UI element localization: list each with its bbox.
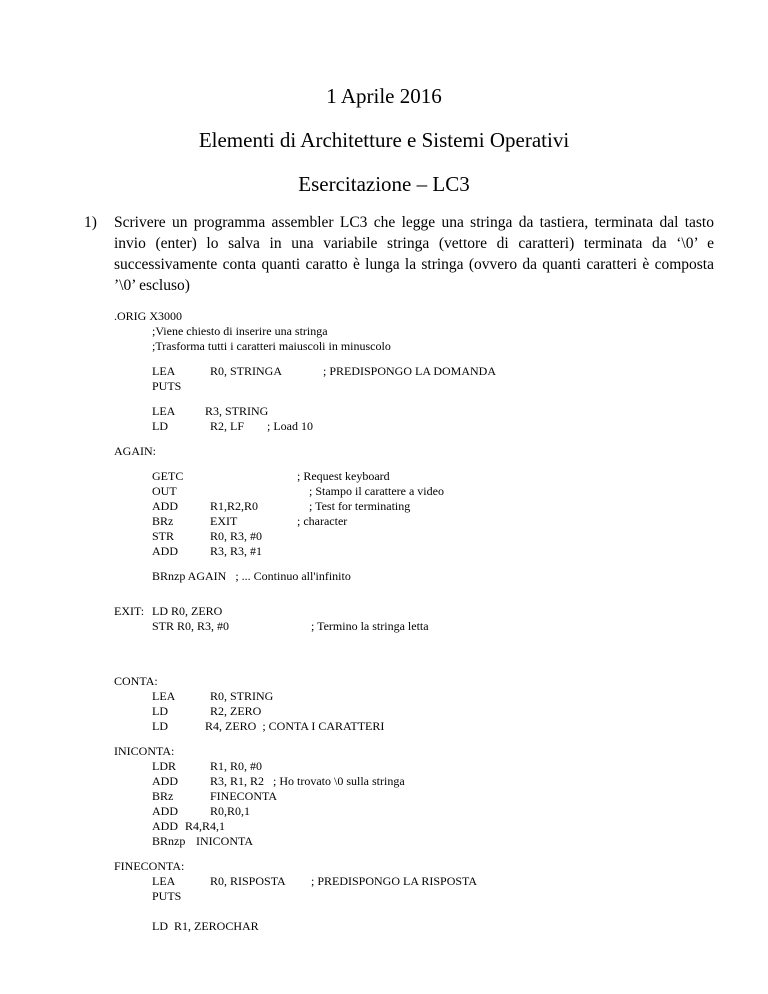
code-comment: ; PREDISPONGO LA DOMANDA [323, 364, 497, 378]
exercise-text: Scrivere un programma assembler LC3 che legge una stringa da tastiera, terminata dal tasto invio (enter) lo salva in una variabile stringa (vettore di caratteri) terminata da ‘\0’ e successivamente conta quanti caratto è lunga la stringa (ovvero da quanti caratteri è composta ’\0’ escluso) [114, 214, 714, 294]
exercise-topic: Esercitazione – LC3 [298, 172, 470, 196]
code-args: R3, R3, #1 [210, 544, 263, 558]
code-op: ADD [152, 804, 178, 818]
code-comment: ; Stampo il carattere a video [309, 484, 444, 498]
code-args: R4, ZERO ; CONTA I CARATTERI [205, 719, 385, 733]
code-op: ADD [152, 819, 178, 833]
code-args: R3, STRING [205, 404, 269, 418]
code-op: STR [152, 529, 175, 543]
code-op: LEA [152, 404, 176, 418]
code-op: ADD [152, 499, 178, 513]
code-comment: ; Termino la stringa letta [311, 619, 429, 633]
code-args: EXIT [210, 514, 238, 528]
code-op: ADD [152, 544, 178, 558]
code-line: LD R1, ZEROCHAR [152, 919, 259, 933]
code-args: R0, STRING [210, 689, 274, 703]
code-op: OUT [152, 484, 177, 498]
code-comment: ;Viene chiesto di inserire una stringa [152, 324, 328, 338]
code-args: R0, STRINGA [210, 364, 283, 378]
code-label-fineconta: FINECONTA: [114, 859, 185, 873]
code-label-exit: EXIT: [114, 604, 145, 618]
code-args: R4,R4,1 [185, 819, 226, 833]
code-op: LD [152, 704, 168, 718]
code-op: BRz [152, 789, 174, 803]
code-args: R1, R0, #0 [210, 759, 263, 773]
code-args: R0, RISPOSTA [210, 874, 286, 888]
code-line: LD R0, ZERO [152, 604, 223, 618]
code-op: ADD [152, 774, 178, 788]
code-args: FINECONTA [210, 789, 278, 803]
code-args: R1,R2,R0 [210, 499, 259, 513]
code-label-again: AGAIN: [114, 444, 156, 458]
code-label-iniconta: INICONTA: [114, 744, 175, 758]
code-op: BRz [152, 514, 174, 528]
code-args: R2, LF [210, 419, 245, 433]
code-comment: ;Trasforma tutti i caratteri maiuscoli in minuscolo [152, 339, 391, 353]
code-orig: .ORIG X3000 [114, 309, 182, 323]
code-op: LEA [152, 689, 176, 703]
code-op: GETC [152, 469, 184, 483]
code-op: LD [152, 419, 168, 433]
code-comment: ; Load 10 [267, 419, 313, 433]
code-op: PUTS [152, 379, 182, 393]
code-op: LEA [152, 364, 176, 378]
code-args: R0, R3, #0 [210, 529, 263, 543]
code-line: BRnzp AGAIN ; ... Continuo all'infinito [152, 569, 351, 583]
code-op: LD [152, 719, 168, 733]
code-args: R0,R0,1 [210, 804, 251, 818]
code-comment: ; Test for terminating [309, 499, 411, 513]
code-op: PUTS [152, 889, 182, 903]
code-args: R2, ZERO [210, 704, 262, 718]
code-comment: ; PREDISPONGO LA RISPOSTA [311, 874, 478, 888]
code-comment: ; character [297, 514, 348, 528]
exercise-number: 1) [84, 214, 97, 231]
code-op: LEA [152, 874, 176, 888]
page-title-date: 1 Aprile 2016 [326, 84, 442, 108]
code-op: BRnzp [152, 834, 186, 848]
code-line: STR R0, R3, #0 [152, 619, 230, 633]
course-title: Elementi di Architetture e Sistemi Operativi [198, 128, 570, 152]
code-label-conta: CONTA: [114, 674, 158, 688]
code-op: LDR [152, 759, 176, 773]
code-args: R3, R1, R2 ; Ho trovato \0 sulla stringa [210, 774, 405, 788]
code-args: INICONTA [196, 834, 254, 848]
code-comment: ; Request keyboard [297, 469, 390, 483]
